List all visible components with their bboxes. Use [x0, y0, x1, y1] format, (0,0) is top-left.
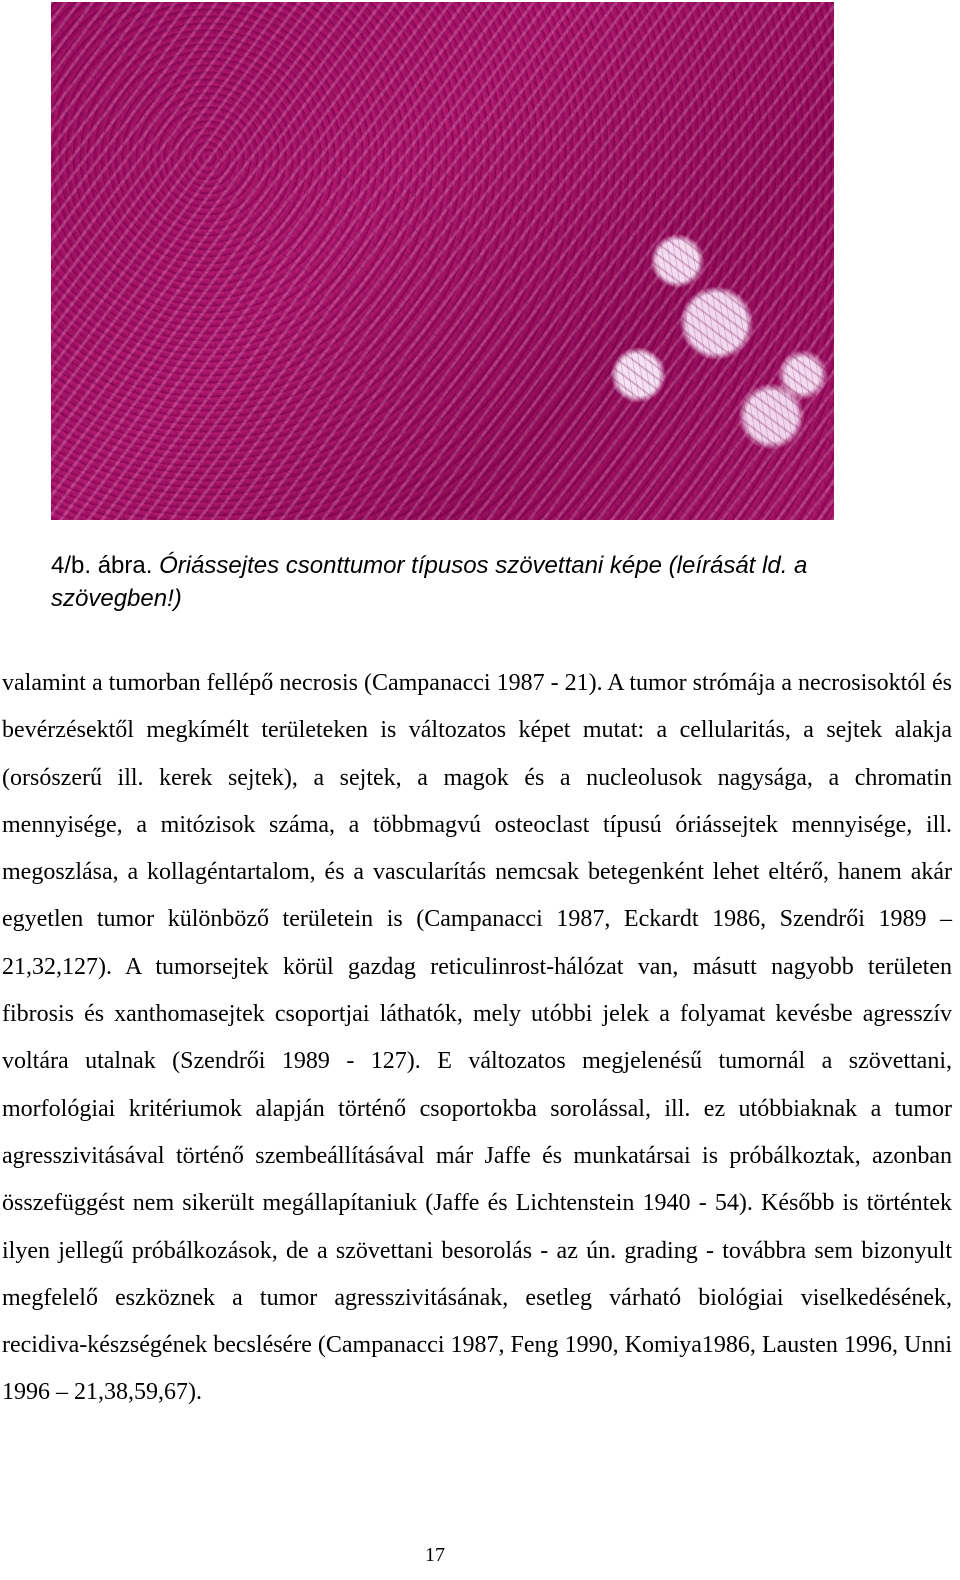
figure-caption	[51, 549, 851, 615]
caption-label: 4/b. ábra.	[51, 552, 153, 579]
body-paragraph: valamint a tumorban fellépő necrosis (Campanacci 1987 - 21). A tumor strómája a necrosisoktól és bevérzésektől megkímélt területeken is változatos képet mutat: a cellularitás, a sejtek alakja (orsószerű ill. kerek sejtek), a sejtek, a magok és a nucleolusok nagysága, a chromatin mennyisége, a mitózisok száma, a többmagvú osteoclast típusú óriássejtek mennyisége, ill. megoszlása, a kollagéntartalom, és a vascularítás nemcsak betegenként lehet eltérő, hanem akár egyetlen tumor különböző területein is (Campanacci 1987, Eckardt 1986, Szendrői 1989 – 21,32,127). A tumorsejtek körül gazdag reticulinrost-hálózat van, másutt nagyobb területen fibrosis és xanthomasejtek csoportjai láthatók, mely utóbbi jelek a folyamat kevésbe agresszív voltára utalnak (Szendrői 1989 - 127). E változatos megjelenésű tumornál a szövettani, morfológiai kritériumok alapján történő csoportokba sorolással, ill. ez utóbbiaknak a tumor agresszivitásával történő szembeállításával már Jaffe és munkatársai is próbálkoztak, azonban összefüggést nem sikerült megállapítaniuk (Jaffe és Lichtenstein 1940 - 54). Később is történtek ilyen jellegű próbálkozások, de a szövettani besorolás - az ún. grading - továbbra sem bizonyult megfelelő eszköznek a tumor agresszivitásának, esetleg várható biológiai viselkedésének, recidiva-készségének becslésére (Campanacci 1987, Feng 1990, Komiya1986, Lausten 1996, Unni 1996 – 21,38,59,67).	[2, 670, 952, 1406]
caption-text: Óriássejtes csonttumor típusos szövettani képe (leírását ld. a szövegben!)	[51, 552, 808, 612]
histology-figure-image	[51, 2, 834, 520]
page-number: 17	[425, 1544, 445, 1566]
